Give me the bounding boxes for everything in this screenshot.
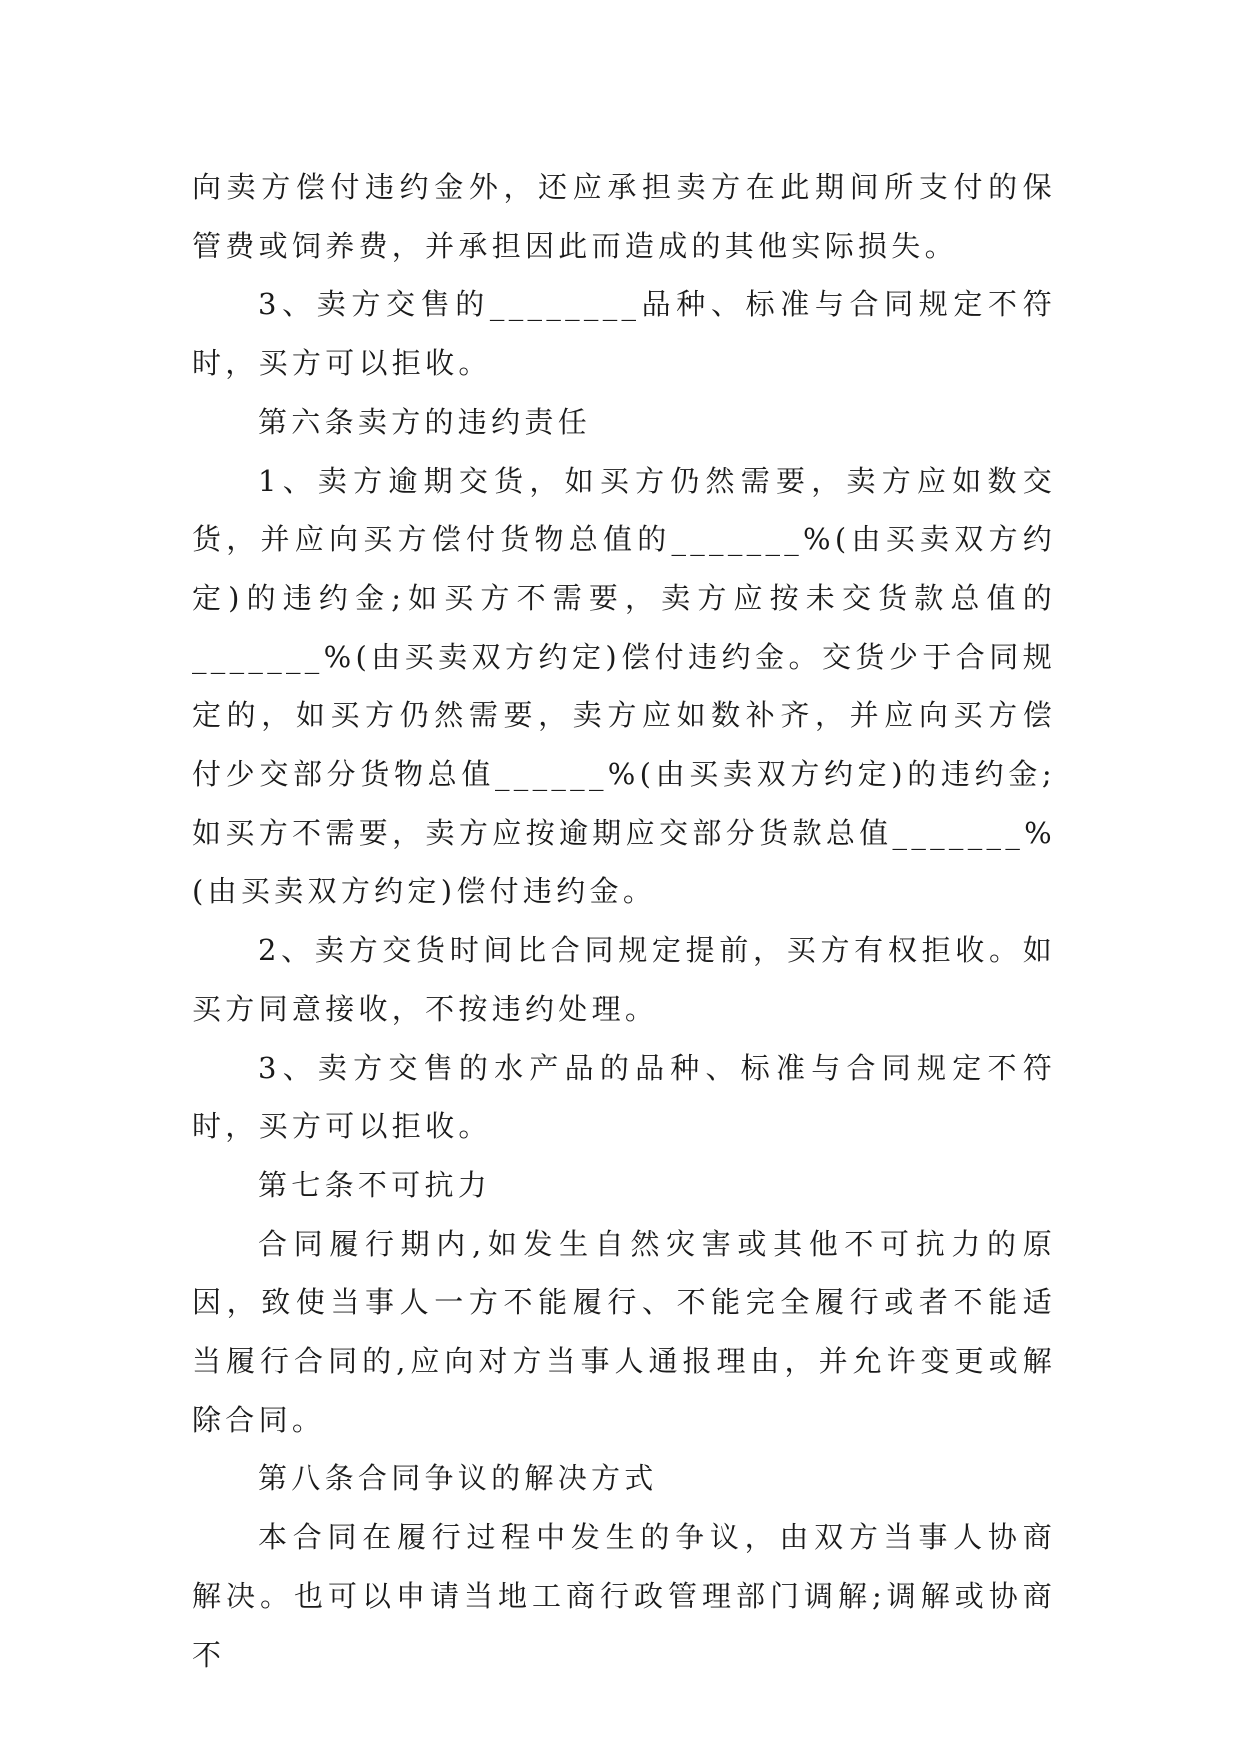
paragraph-clause-3-aquatic-products: 3、卖方交售的水产品的品种、标准与合同规定不符时，买方可以拒收。	[192, 1050, 1056, 1144]
article-8-heading: 第八条合同争议的解决方式	[258, 1461, 658, 1496]
paragraph-continuation: 向卖方偿付违约金外，还应承担卖方在此期间所支付的保管费或饲养费，并承担因此而造成的其他实际损失。	[192, 170, 1056, 263]
paragraph-clause-1-late-delivery: 1、卖方逾期交货，如买方仍然需要，卖方应如数交货，并应向买方偿付货物总值的_______%(由买卖双方约定)的违约金;如买方不需要，卖方应按未交货款总值的_______%(由买卖双方约定)偿付违约金。交货少于合同规定的，如买方仍然需要，卖方应如数补齐，并应向买方偿付少交部分货物总值______%(由买卖双方约定)的违约金;如买方不需要，卖方应按逾期应交部分货款总值_______%(由买卖双方约定)偿付违约金。	[192, 463, 1056, 909]
paragraph-clause-3-reject: 3、卖方交售的________品种、标准与合同规定不符时，买方可以拒收。	[192, 287, 1056, 381]
document-page	[192, 158, 1056, 1684]
paragraph-dispute-resolution: 本合同在履行过程中发生的争议，由双方当事人协商解决。也可以申请当地工商行政管理部门调解;调解或协商不	[192, 1520, 1056, 1672]
paragraph-clause-2-early-delivery: 2、卖方交货时间比合同规定提前，买方有权拒收。如买方同意接收，不按违约处理。	[192, 933, 1056, 1026]
paragraph-force-majeure: 合同履行期内,如发生自然灾害或其他不可抗力的原因，致使当事人一方不能履行、不能完全履行或者不能适当履行合同的,应向对方当事人通报理由，并允许变更或解除合同。	[192, 1226, 1056, 1437]
article-7-heading: 第七条不可抗力	[258, 1167, 492, 1202]
article-6-heading: 第六条卖方的违约责任	[258, 404, 592, 439]
